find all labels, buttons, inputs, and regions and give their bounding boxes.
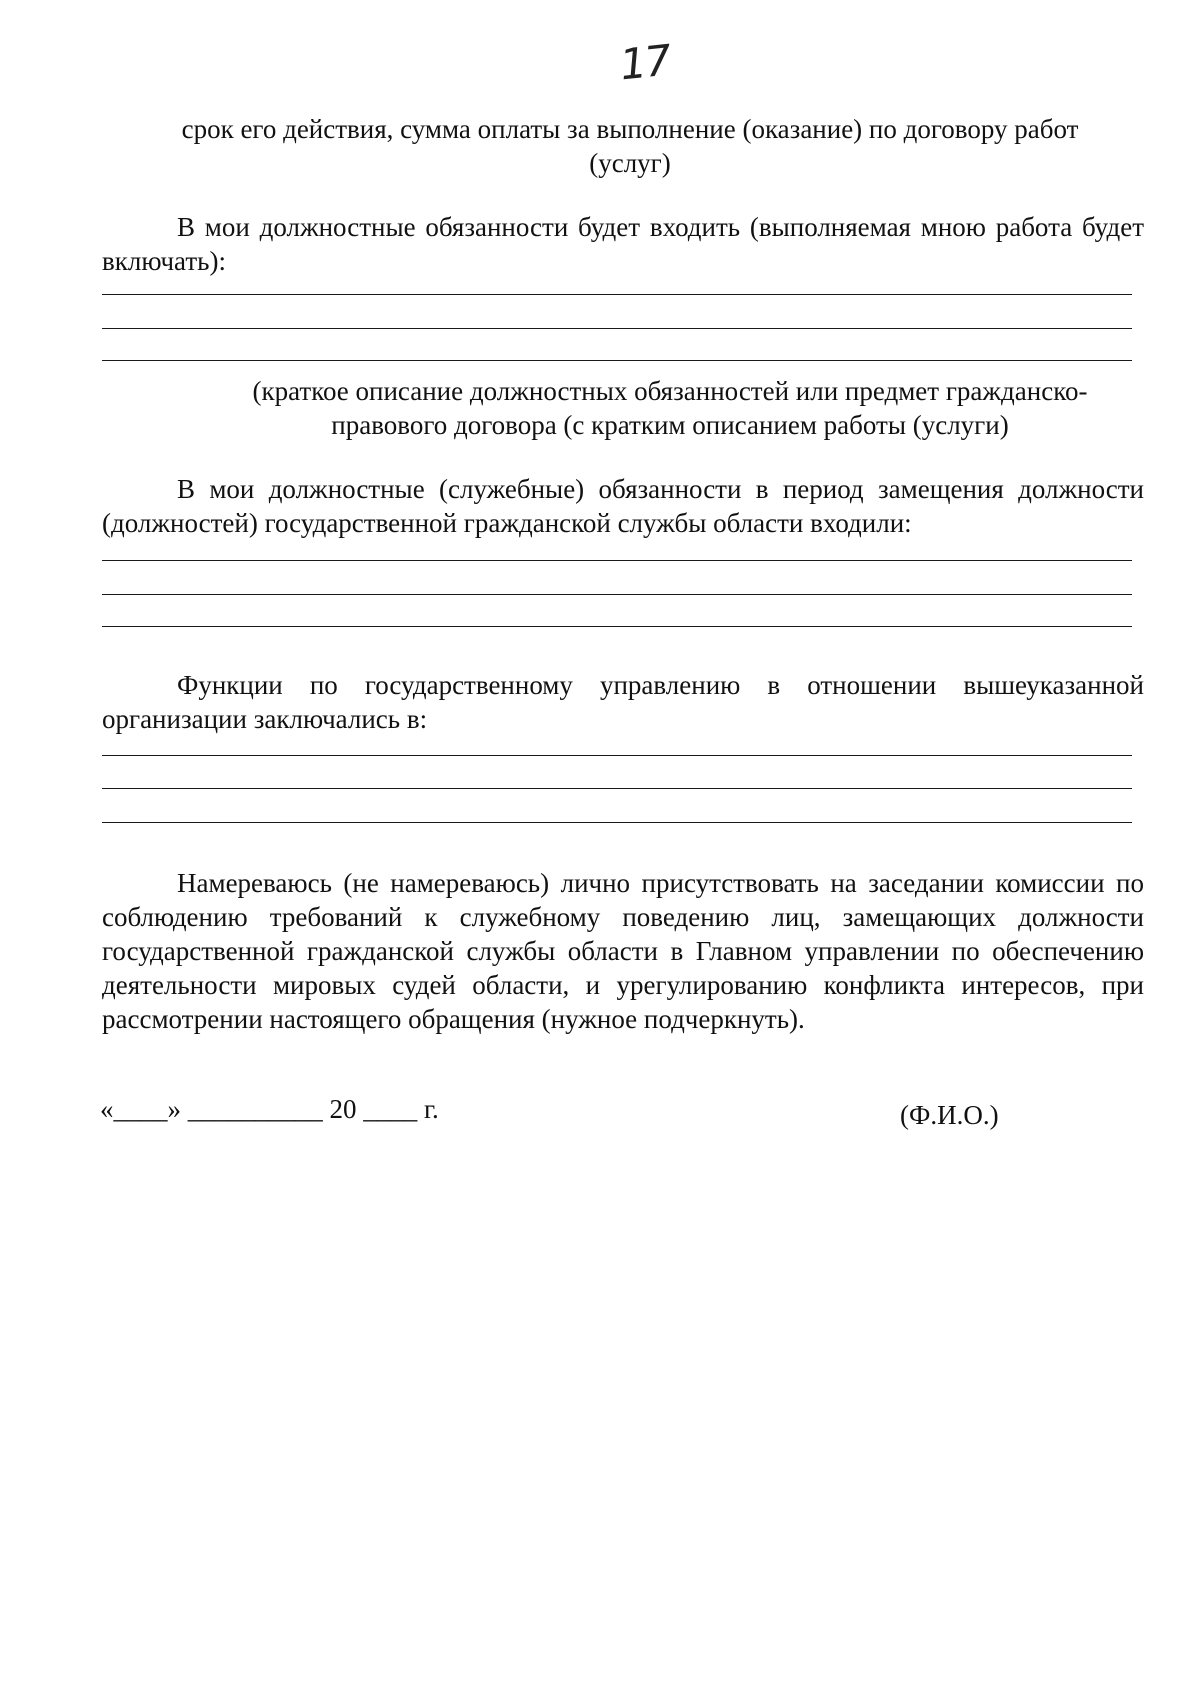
signature-name-label: (Ф.И.О.) <box>900 1100 999 1130</box>
duties-future-fill-line-1 <box>102 294 1132 295</box>
header-caption-line2: (услуг) <box>589 148 671 178</box>
duties-future-fill-line-3 <box>102 360 1132 361</box>
functions-paragraph: Функции по государственному управлению в отношении вышеуказанной организации заключались в: <box>102 670 1144 734</box>
signature-date-line: «____» __________ 20 ____ г. <box>100 1094 439 1124</box>
duties-past-fill-line-2 <box>102 594 1132 595</box>
duties-caption-line2: правового договора (с кратким описанием работы (услуги) <box>331 410 1009 440</box>
duties-future-fill-line-2 <box>102 328 1132 329</box>
header-caption-line1: срок его действия, сумма оплаты за выполнение (оказание) по договору работ <box>181 114 1079 144</box>
functions-fill-line-2 <box>102 788 1132 789</box>
duties-caption-line1: (краткое описание должностных обязанностей или предмет гражданско- <box>252 376 1088 406</box>
intention-paragraph: Намереваюсь (не намереваюсь) лично присутствовать на заседании комиссии по соблюдению требований к служебному поведению лиц, замещающих должности государственной гражданской службы области в Главном управлении по обеспечению деятельности мировых судей области, и урегулированию конфликта интересов, при рассмотрении настоящего обращения (нужное подчеркнуть). <box>102 868 1144 1034</box>
functions-fill-line-3 <box>102 822 1132 823</box>
duties-past-fill-line-1 <box>102 560 1132 561</box>
handwritten-page-number: 17 <box>617 35 672 90</box>
functions-fill-line-1 <box>102 755 1132 756</box>
duties-past-paragraph: В мои должностные (служебные) обязанности в период замещения должности (должностей) государственной гражданской службы области входили: <box>102 474 1144 538</box>
duties-future-paragraph: В мои должностные обязанности будет входить (выполняемая мною работа будет включать): <box>102 212 1144 276</box>
duties-past-fill-line-3 <box>102 626 1132 627</box>
